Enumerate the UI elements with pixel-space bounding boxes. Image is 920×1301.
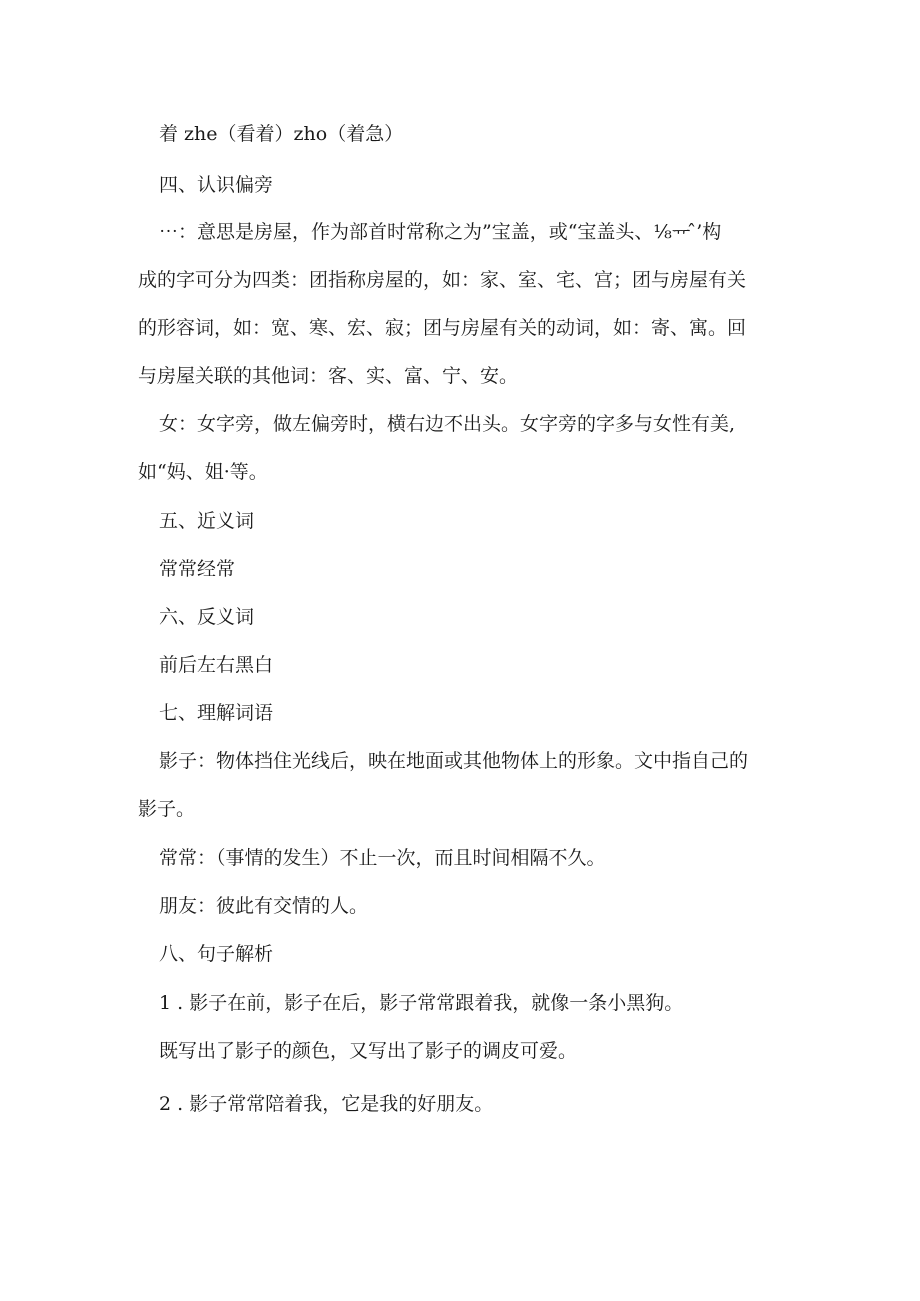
section-heading-synonyms: 五、近义词 xyxy=(159,510,255,532)
text-run: 影子：物体挡住光线后，映在地面或其他物体上的形象。文中指自己的 xyxy=(159,750,749,772)
text-line-shadow-definition-1 xyxy=(0,748,920,774)
text-line-shadow-definition-2: 影子。 xyxy=(138,798,196,820)
text-line-roof-radical-4: 与房屋关联的其他词：客、实、富、宁、安。 xyxy=(138,365,519,387)
text-line-roof-radical-2 xyxy=(0,267,920,293)
text-line-friend-definition: 朋友：彼此有交情的人。 xyxy=(159,895,369,917)
text-line-roof-radical-1 xyxy=(0,219,920,245)
text-run: ⋯：意思是房屋，作为部首时常称之为”宝盖，或“宝盖头、⅛ᅲ ̂’构 xyxy=(159,221,722,243)
text-line-sentence-1-analysis: 既写出了影子的颜色，又写出了影子的调皮可爱。 xyxy=(159,1040,578,1062)
text-line-sentence-1: 1 . 影子在前，影子在后，影子常常跟着我，就像一条小黑狗。 xyxy=(159,992,684,1014)
text-line-roof-radical-3 xyxy=(0,315,920,341)
section-heading-radicals: 四、认识偏旁 xyxy=(159,174,274,196)
section-heading-antonyms: 六、反义词 xyxy=(159,606,255,628)
text-line-female-radical-1 xyxy=(0,411,920,437)
text-run: 成的字可分为四类：团指称房屋的，如：家、室、宅、宫；团与房屋有关 xyxy=(138,269,747,291)
text-run: 的形容词，如：宽、寒、宏、寂；团与房屋有关的动词，如：寄、寓。回 xyxy=(138,317,747,339)
section-heading-sentence-analysis: 八、句子解析 xyxy=(159,943,274,965)
section-heading-vocabulary: 七、理解词语 xyxy=(159,702,274,724)
text-line-synonyms: 常常经常 xyxy=(159,558,236,580)
text-line-female-radical-2: 如“妈、姐·等。 xyxy=(138,461,268,483)
text-run: 女：女字旁，做左偏旁时，横右边不出头。女字旁的字多与女性有美, xyxy=(159,413,736,435)
text-line-pronunciation: 着 zhe（看着）zho（着急） xyxy=(159,123,404,145)
text-line-sentence-2: 2 . 影子常常陪着我，它是我的好朋友。 xyxy=(159,1093,494,1115)
text-line-antonyms: 前后左右黑白 xyxy=(159,654,274,676)
text-line-often-definition: 常常：（事情的发生）不止一次，而且时间相隔不久。 xyxy=(159,847,606,869)
